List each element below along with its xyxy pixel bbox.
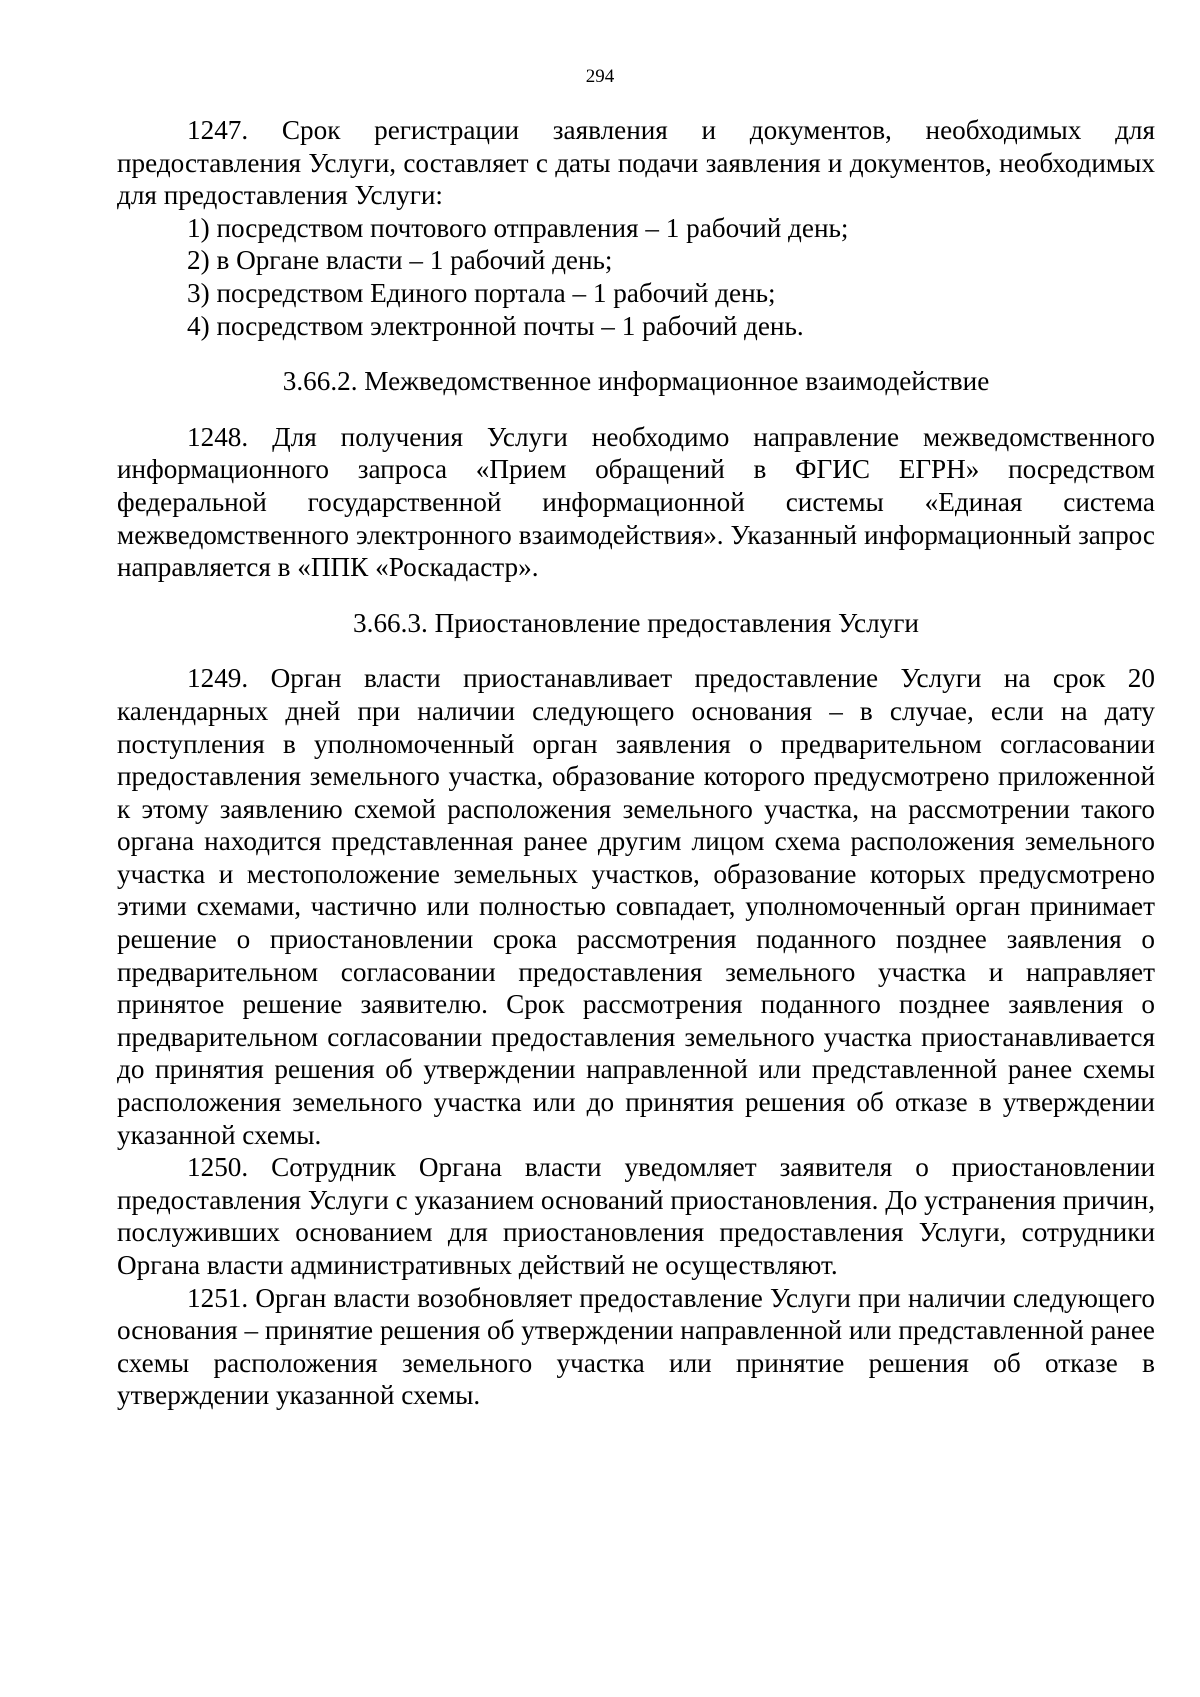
paragraph-1251: 1251. Орган власти возобновляет предоставление Услуги при наличии следующего основания – принятие решения об утверждении направленной или представленной ранее схемы расположения земельного участка или принятие решения об отказе в утверждении указанной схемы. xyxy=(117,1282,1155,1411)
list-item: 2) в Органе власти – 1 рабочий день; xyxy=(187,245,613,276)
paragraph-1247: 1247. Срок регистрации заявления и документов, необходимых для предоставления Услуги, составляет с даты подачи заявления и документов, необходимых для предоставления Услуги: xyxy=(117,115,1155,211)
paragraph-1248: 1248. Для получения Услуги необходимо направление межведомственного информационного запроса «Прием обращений в ФГИС ЕГРН» посредством федеральной государственной информационной системы «Единая система межведомственного электронного взаимодействия». Указанный информационный запрос направляется в «ППК «Роскадастр». xyxy=(117,421,1155,583)
page-number: 294 xyxy=(585,66,615,87)
list-item: 1) посредством почтового отправления – 1 рабочий день; xyxy=(187,212,849,243)
section-heading-3-66-3: 3.66.3. Приостановление предоставления Услуги xyxy=(353,607,919,638)
list-item: 3) посредством Единого портала – 1 рабочий день; xyxy=(187,277,776,308)
paragraph-1249: 1249. Орган власти приостанавливает предоставление Услуги на срок 20 календарных дней при наличии следующего основания – в случае, если на дату поступления в уполномоченный орган заявления о предварительном согласовании предоставления земельного участка, образование которого предусмотрено приложенной к этому заявлению схемой расположения земельного участка, на рассмотрении такого органа находится представленная ранее другим лицом схема расположения земельного участка и местоположение земельных участков, образование которых предусмотрено этими схемами, частично или полностью совпадает, уполномоченный орган принимает решение о приостановлении срока рассмотрения поданного позднее заявления о предварительном согласовании предоставления земельного участка и направляет принятое решение заявителю. Срок рассмотрения поданного позднее заявления о предварительном согласовании предоставления земельного участка приостанавливается до принятия решения об утверждении направленной или представленной ранее схемы расположения земельного участка или до принятия решения об отказе в утверждении указанной схемы. xyxy=(117,663,1155,1150)
paragraph-1250: 1250. Сотрудник Органа власти уведомляет заявителя о приостановлении предоставления Услуги с указанием оснований приостановления. До устранения причин, послуживших основанием для приостановления предоставления Услуги, сотрудники Органа власти административных действий не осуществляют. xyxy=(117,1152,1155,1280)
page-content xyxy=(117,114,1155,1412)
section-heading-3-66-2: 3.66.2. Межведомственное информационное взаимодействие xyxy=(282,366,990,397)
list-item: 4) посредством электронной почты – 1 рабочий день. xyxy=(187,310,804,341)
